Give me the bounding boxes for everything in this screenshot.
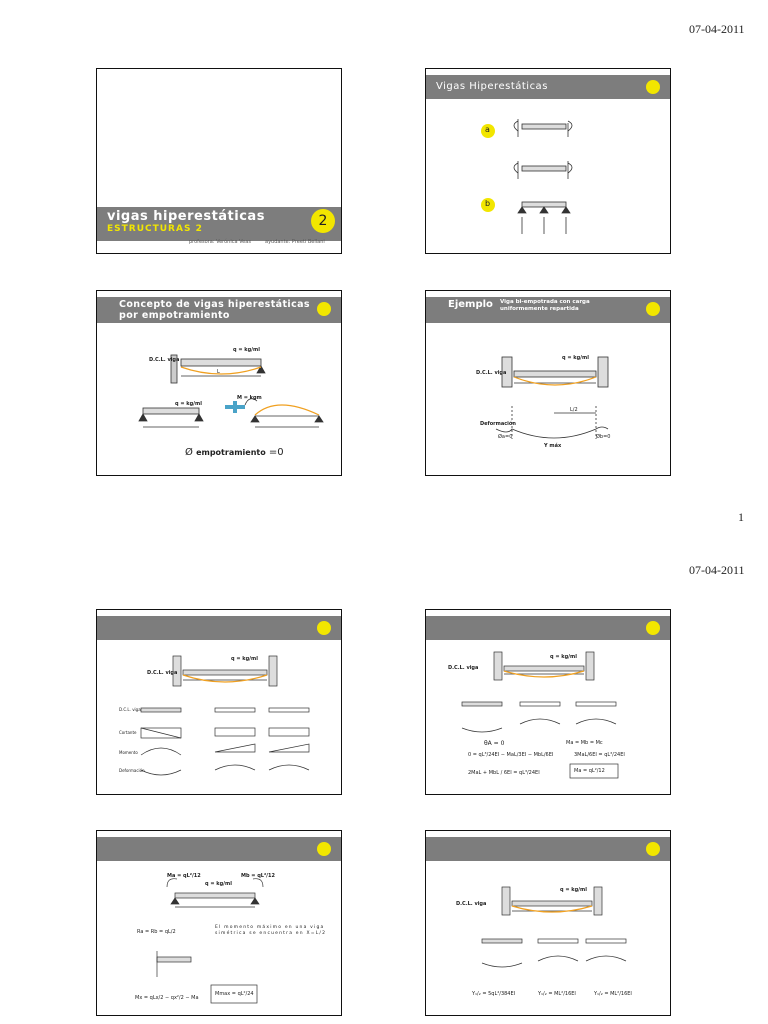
row-label: Cortante <box>119 730 137 735</box>
slide-ejemplo <box>425 290 671 476</box>
label-b: b <box>485 199 491 208</box>
row-label: D.C.L. viga <box>119 707 141 712</box>
dcl-label: D.C.L. viga <box>149 357 180 363</box>
professor-credit: profesora: Verónica Veas <box>189 239 251 245</box>
slide-diagramas <box>96 609 342 795</box>
equation: 0 = qL³/24EI − MaL/3EI − MbL/6EI <box>468 752 554 758</box>
load-label: q = kg/ml <box>550 654 577 660</box>
deformaciones-figure <box>426 831 671 1016</box>
dcl-label: D.C.L. viga <box>456 901 487 907</box>
slide-header: Concepto de vigas hiperestáticas por empotramiento <box>97 297 341 323</box>
beam-diagrams <box>426 69 671 254</box>
span-label: L <box>217 369 220 375</box>
mb-label: Mb = qL²/12 <box>241 873 275 879</box>
slide-concepto <box>96 290 342 476</box>
ma-label: Ma = qL²/12 <box>167 873 201 879</box>
mx-equation: Mx = qLx/2 − qx²/2 − Ma <box>135 995 199 1001</box>
slide-title-text: vigas hiperestáticas <box>107 209 265 224</box>
equation: Ma = Mb = Mc <box>566 740 603 746</box>
title-bar <box>97 207 341 237</box>
phi-expression <box>185 447 284 458</box>
slide-subtitle: ESTRUCTURAS 2 <box>107 224 203 234</box>
deflection-formula: Y₁/₂ = ML²/16EI <box>594 991 632 997</box>
reactions-label: Ra = Rb = qL/2 <box>137 929 176 935</box>
momento-figure <box>97 831 342 1016</box>
row-label: Deformación <box>119 768 145 773</box>
load-label: q = kg/ml <box>562 355 589 361</box>
ecuaciones-figure <box>426 610 671 795</box>
phi-right-label: Øb=0 <box>596 434 611 440</box>
deformation-label: Deformación <box>480 421 516 427</box>
slide-deformaciones <box>425 830 671 1016</box>
slide-title <box>96 68 342 254</box>
maximum-moment-note: El momento máximo en una viga simétrica se encuentra en X=L/2 <box>215 925 327 936</box>
phi-text: empotramiento <box>196 448 266 457</box>
row-label: Momento <box>119 750 138 755</box>
phi-left-label: Øa=0 <box>498 434 513 440</box>
equation: 2MaL + MbL / 6EI = qL³/24EI <box>468 770 540 776</box>
dcl-label: D.C.L. viga <box>476 370 507 376</box>
load-label: q = kg/ml <box>205 881 232 887</box>
load-label: q = kg/ml <box>233 347 260 353</box>
half-span-label: L/2 <box>570 407 578 413</box>
load-label: q = kg/ml <box>231 656 258 662</box>
result-equation: Ma = qL²/12 <box>574 768 605 774</box>
slide-number-badge: 2 <box>311 209 335 233</box>
equation: θA = 0 <box>484 740 505 747</box>
phi-symbol: Ø <box>185 447 193 458</box>
page-date: 07-04-2011 <box>689 563 745 577</box>
dcl-label: D.C.L. viga <box>448 665 479 671</box>
slide-ecuaciones <box>425 609 671 795</box>
page-date: 07-04-2011 <box>689 22 745 36</box>
deflection-formula: Y₁/₂ = ML²/16EI <box>538 991 576 997</box>
equation: 3MaL/6EI = qL³/24EI <box>574 752 625 758</box>
slide-momento-maximo <box>96 830 342 1016</box>
ymax-label: Y máx <box>544 443 562 449</box>
load-label: q = kg/ml <box>175 401 202 407</box>
label-a: a <box>485 125 490 134</box>
slide-vigas <box>425 68 671 254</box>
header-title: Ejemplo <box>448 299 493 310</box>
header-subtitle: Viga bi-empotrada con carga uniformemente repartida <box>500 299 590 312</box>
page-number: 1 <box>738 510 744 524</box>
mmax-equation: Mmax = qL²/24 <box>215 991 254 997</box>
moment-label: M = kgm <box>237 395 262 401</box>
load-label: q = kg/ml <box>560 887 587 893</box>
dcl-label: D.C.L. viga <box>147 670 178 676</box>
phi-value: =0 <box>268 447 284 458</box>
assistant-credit: ayudante: Preeti Bellani <box>265 239 325 245</box>
deflection-formula: Y₁/₂ = 5qL⁴/384EI <box>472 991 516 997</box>
slide-header: Vigas Hiperestáticas <box>426 75 670 99</box>
